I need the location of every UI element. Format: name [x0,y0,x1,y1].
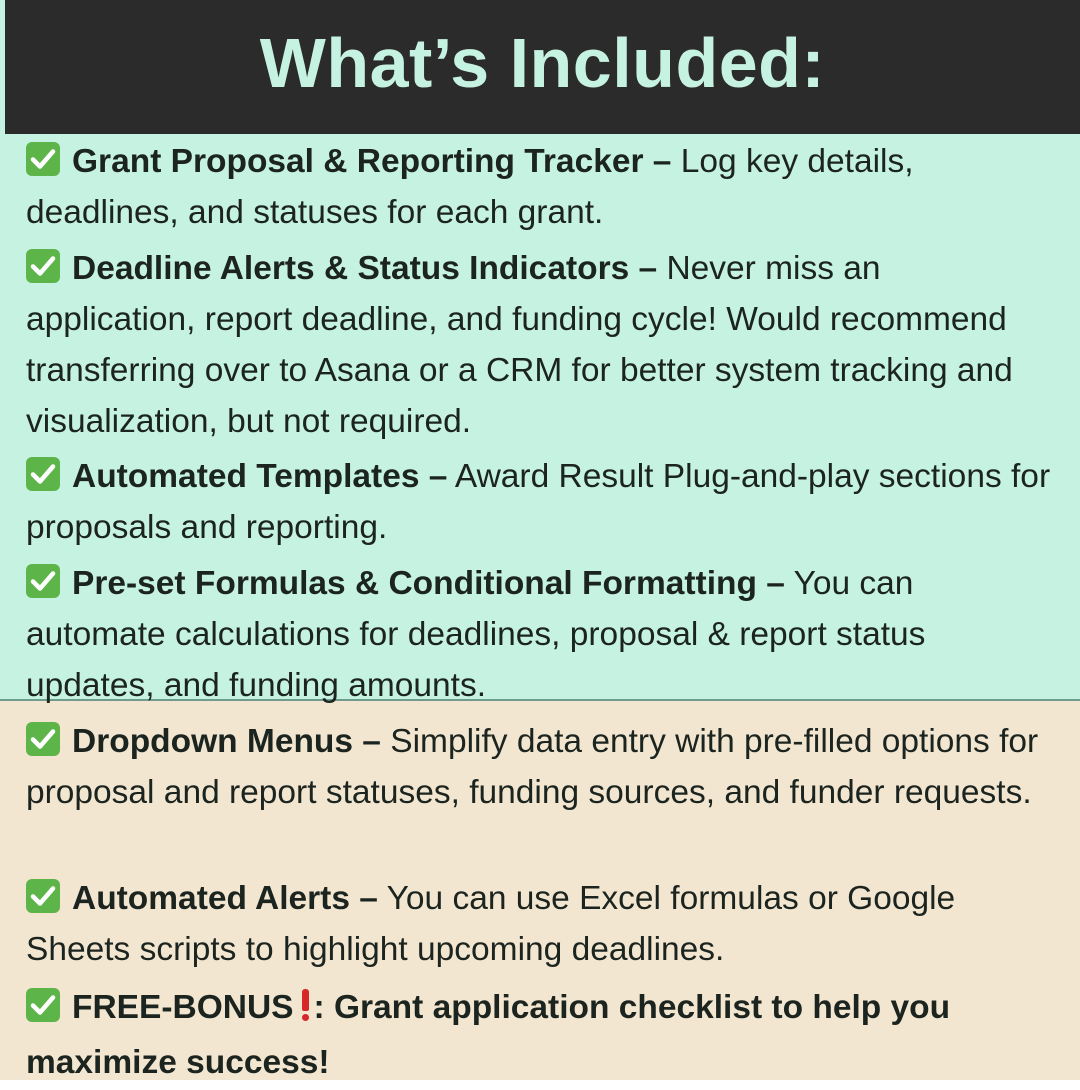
feature-text: Award Result Plug-and-play sections for proposals and reporting. [26,458,1051,546]
bonus-title: FREE-BONUS [72,989,294,1026]
check-mark-icon [26,722,60,756]
bonus-item [26,980,1056,1090]
exclamation-icon [299,989,311,1021]
feature-item-dropdowns [26,716,1056,818]
check-mark-icon [26,249,60,283]
feature-text: Never miss an application, report deadline, and funding cycle! Would recommend transferring over to Asana or a CRM for better system tracking and visualization, but not required. [26,250,1013,440]
check-mark-icon [26,988,60,1022]
feature-title: Automated Templates – [72,458,448,495]
check-mark-icon [26,564,60,598]
header-banner [5,0,1080,134]
feature-item-alerts [26,873,1056,975]
feature-text: Simplify data entry with pre-filled options for proposal and report statuses, funding sources, and funder requests. [26,723,1039,811]
feature-text: You can automate calculations for deadlines, proposal & report status updates, and funding amounts. [26,565,926,704]
feature-title: Dropdown Menus – [72,723,381,760]
feature-text: Log key details, deadlines, and statuses for each grant. [26,143,914,231]
bonus-text: : Grant application checklist to help you maximize success! [26,989,951,1081]
check-mark-icon [26,879,60,913]
feature-item-deadline-alerts [26,243,1056,447]
feature-title: Grant Proposal & Reporting Tracker – [72,143,672,180]
feature-title: Deadline Alerts & Status Indicators – [72,250,658,287]
page-title: What’s Included: [259,24,826,102]
feature-item-templates [26,451,1056,553]
feature-text: You can use Excel formulas or Google Sheets scripts to highlight upcoming deadlines. [26,880,956,968]
feature-item-formulas [26,558,1056,711]
feature-title: Pre-set Formulas & Conditional Formatting – [72,565,785,602]
feature-title: Automated Alerts – [72,880,378,917]
check-mark-icon [26,457,60,491]
feature-item-tracker [26,136,1056,238]
check-mark-icon [26,142,60,176]
